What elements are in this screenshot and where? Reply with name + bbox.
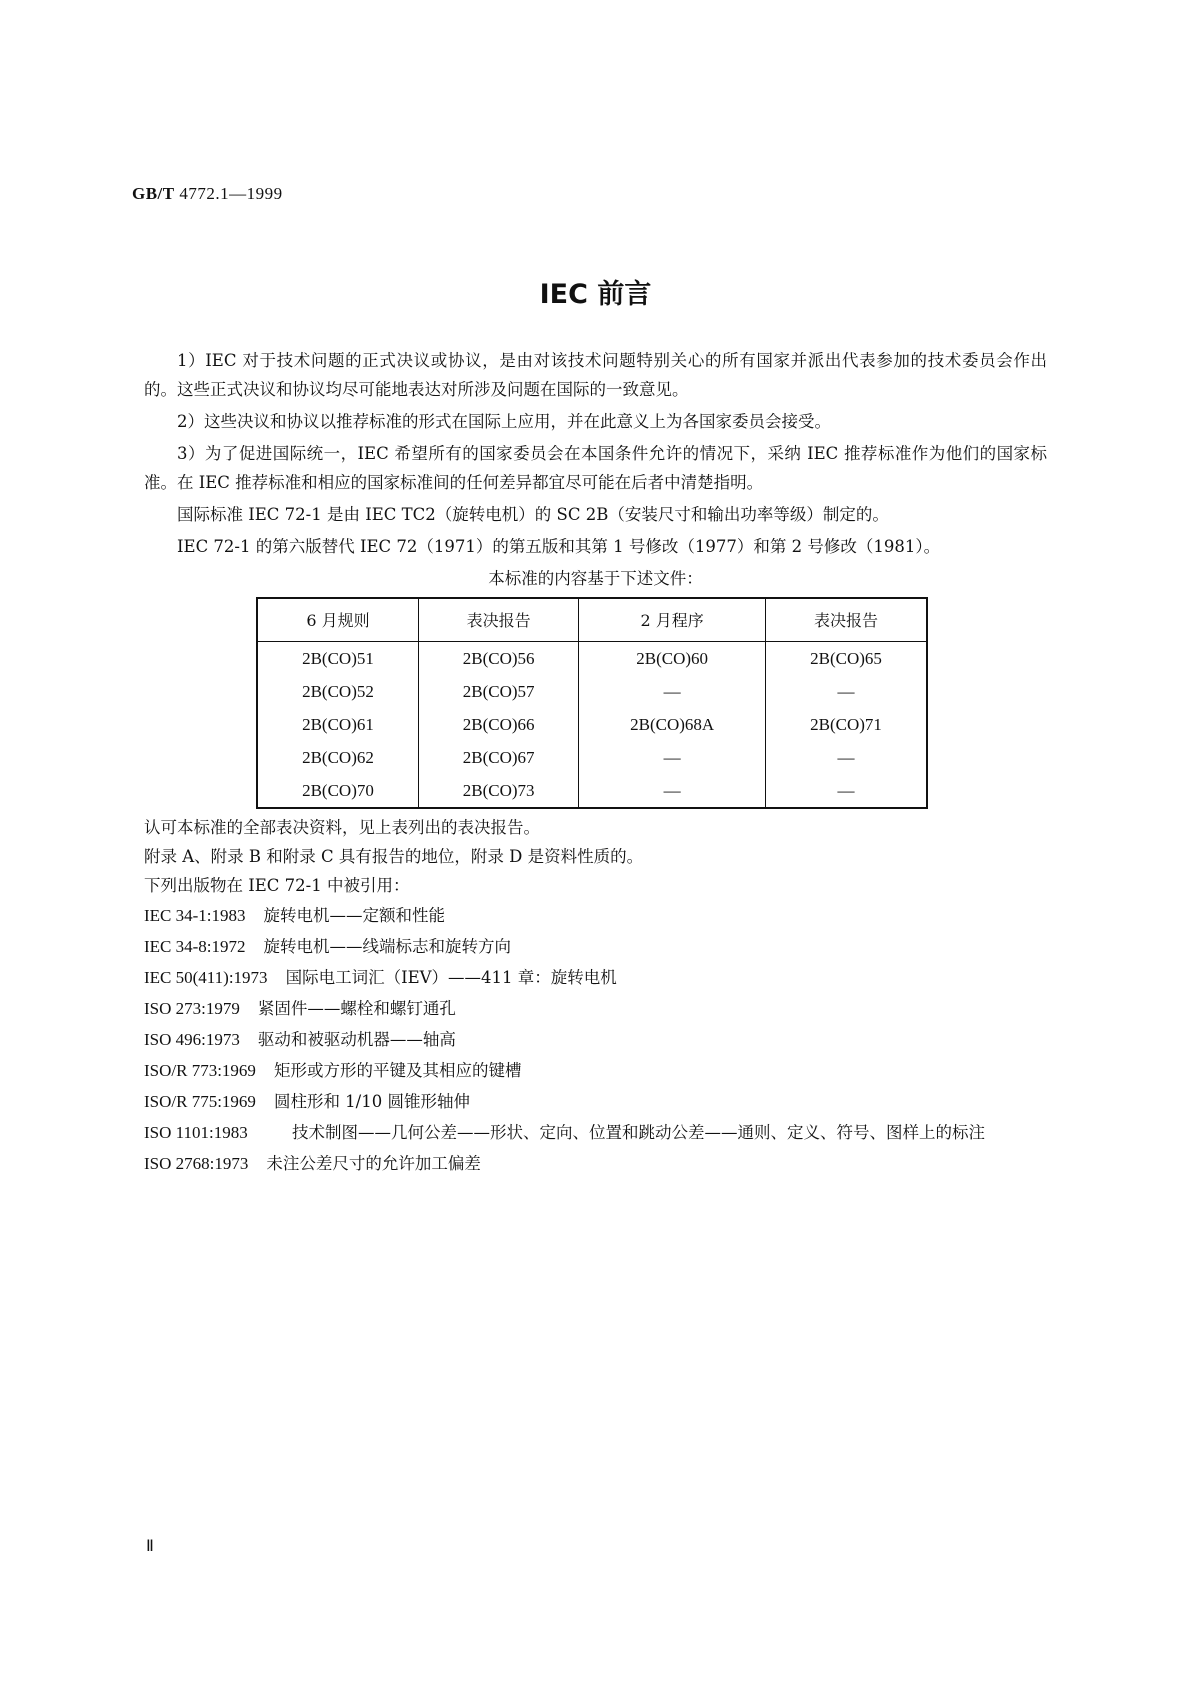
reference-code: ISO/R 773:1969	[144, 1061, 256, 1080]
table-cell: 2B(CO)57	[418, 675, 578, 708]
table-cell: —	[766, 741, 927, 774]
table-row	[257, 741, 927, 774]
table-cell: 2B(CO)70	[302, 781, 374, 800]
reference-item	[144, 993, 1047, 1024]
reference-title: 旋转电机——定额和性能	[263, 906, 446, 925]
reference-code: ISO 496:1973	[144, 1030, 240, 1049]
table-cell: 2B(CO)51	[302, 649, 374, 668]
table-cell: 2B(CO)60	[579, 642, 766, 676]
paragraph-3: 3）为了促进国际统一，IEC 希望所有的国家委员会在本国条件允许的情况下，采纳 IEC 推荐标准作为他们的国家标准。在 IEC 推荐标准和相应的国家标准间的任何差异都宜尽可能在后者中清楚指明。	[144, 444, 1047, 492]
annex-note: 附录 A、附录 B 和附录 C 具有报告的地位，附录 D 是资料性质的。	[144, 847, 644, 866]
table-header-cell: 表决报告	[766, 598, 927, 642]
document-body	[144, 346, 1047, 1179]
table-cell: 2B(CO)68A	[579, 708, 766, 741]
reference-title: 圆柱形和 1/10 圆锥形轴伸	[273, 1092, 470, 1111]
table-cell: —	[766, 675, 927, 708]
source-documents-table	[256, 597, 928, 809]
reference-code: ISO 2768:1973	[144, 1154, 249, 1173]
paragraph-2: 2）这些决议和协议以推荐标准的形式在国际上应用，并在此意义上为各国家委员会接受。	[177, 412, 831, 431]
reference-title: 技术制图——几何公差——形状、定向、位置和跳动公差——通则、定义、符号、图样上的标注	[292, 1123, 985, 1142]
paragraph-4: 国际标准 IEC 72-1 是由 IEC TC2（旋转电机）的 SC 2B（安装尺寸和输出功率等级）制定的。	[177, 505, 889, 524]
table-cell: —	[579, 675, 766, 708]
reference-item	[144, 1024, 1047, 1055]
paragraph-1: 1）IEC 对于技术问题的正式决议或协议，是由对该技术问题特别关心的所有国家并派出代表参加的技术委员会作出的。这些正式决议和协议均尽可能地表达对所涉及问题在国际的一致意见。	[144, 351, 1047, 399]
table-caption: 本标准的内容基于下述文件：	[488, 569, 703, 588]
standard-prefix: GB/T	[132, 184, 175, 203]
table-cell: 2B(CO)62	[302, 748, 374, 767]
approval-note: 认可本标准的全部表决资料，见上表列出的表决报告。	[144, 818, 540, 837]
table-cell: 2B(CO)73	[418, 774, 578, 808]
table-cell: —	[766, 774, 927, 808]
reference-list	[144, 900, 1047, 1179]
reference-item	[144, 1148, 1047, 1179]
table-row	[257, 708, 927, 741]
table-row	[257, 774, 927, 808]
reference-title: 旋转电机——线端标志和旋转方向	[263, 937, 512, 956]
table-cell: 2B(CO)65	[766, 642, 927, 676]
paragraph-5: IEC 72-1 的第六版替代 IEC 72（1971）的第五版和其第 1 号修改（1977）和第 2 号修改（1981）。	[177, 537, 941, 556]
reference-code: IEC 50(411):1973	[144, 968, 268, 987]
table-cell: 2B(CO)71	[766, 708, 927, 741]
reference-title: 矩形或方形的平键及其相应的键槽	[273, 1061, 522, 1080]
reference-code: ISO 1101:1983	[144, 1123, 248, 1142]
reference-title: 驱动和被驱动机器——轴高	[257, 1030, 456, 1049]
reference-code: IEC 34-8:1972	[144, 937, 246, 956]
reference-title: 未注公差尺寸的允许加工偏差	[266, 1154, 481, 1173]
table-cell: 2B(CO)56	[418, 642, 578, 676]
standard-code	[132, 184, 283, 204]
table-cell: 2B(CO)66	[418, 708, 578, 741]
reference-item	[144, 900, 1047, 931]
page-title: IEC 前言	[539, 279, 652, 310]
table-cell: 2B(CO)67	[418, 741, 578, 774]
table-cell: —	[579, 741, 766, 774]
table-row	[257, 642, 927, 676]
table-cell: 2B(CO)61	[302, 715, 374, 734]
reference-code: ISO 273:1979	[144, 999, 240, 1018]
table-row	[257, 675, 927, 708]
table-header-row	[257, 598, 927, 642]
table-cell: 2B(CO)52	[302, 682, 374, 701]
page-number: Ⅱ	[146, 1538, 154, 1555]
reference-code: IEC 34-1:1983	[144, 906, 246, 925]
references-intro: 下列出版物在 IEC 72-1 中被引用：	[144, 876, 410, 895]
reference-item	[144, 1086, 1047, 1117]
reference-item	[144, 962, 1047, 993]
reference-item	[144, 931, 1047, 962]
table-cell: —	[579, 774, 766, 808]
reference-code: ISO/R 775:1969	[144, 1092, 256, 1111]
reference-item	[144, 1055, 1047, 1086]
table-header-cell: 6 月规则	[257, 598, 418, 642]
table-header-cell: 表决报告	[418, 598, 578, 642]
standard-number: 4772.1—1999	[179, 184, 283, 203]
reference-title: 紧固件——螺栓和螺钉通孔	[257, 999, 456, 1018]
table-header-cell: 2 月程序	[579, 598, 766, 642]
reference-item	[144, 1117, 1047, 1148]
reference-title: 国际电工词汇（IEV）——411 章：旋转电机	[285, 968, 617, 987]
